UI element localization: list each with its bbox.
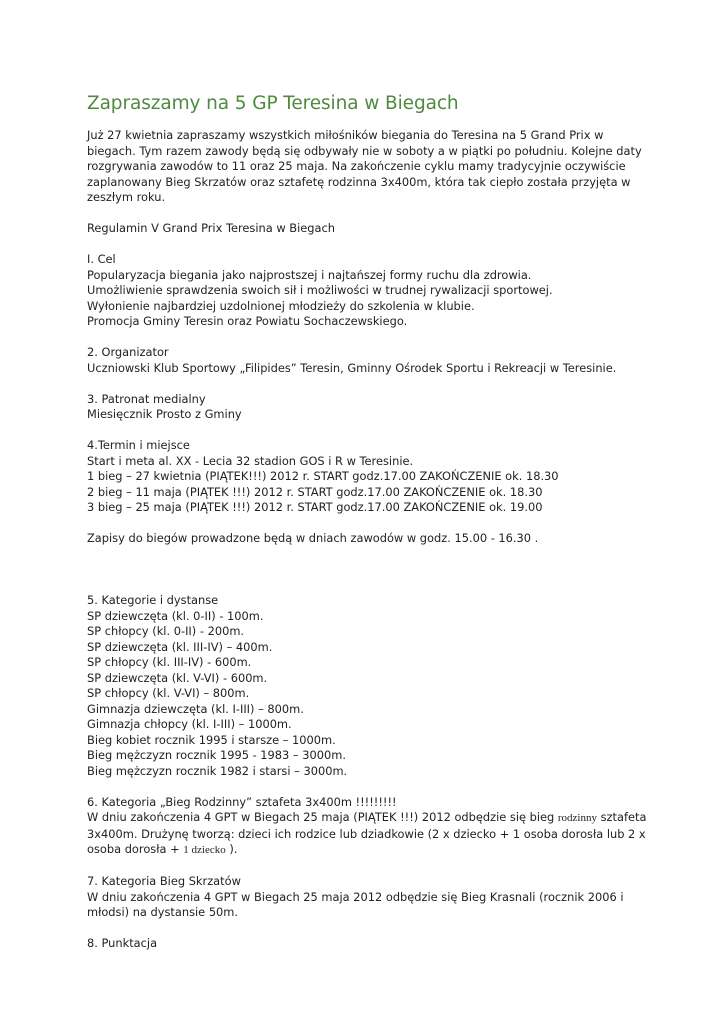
- list-item: SP chłopcy (kl. V-VI) – 800m.: [87, 686, 250, 700]
- text-line: [87, 842, 647, 859]
- text-line: 3x400m. Drużynę tworzą: dzieci ich rodzice lub dziadkowie (2 x dziecko + 1 osoba dorosła lub 2 x: [87, 826, 646, 841]
- text-line: Uczniowski Klub Sportowy „Filipides” Teresin, Gminny Ośrodek Sportu i Rekreacji w Teresinie.: [87, 360, 617, 375]
- section-heading: 4.Termin i miejsce: [87, 438, 190, 452]
- list-item: SP dziewczęta (kl. III-IV) – 400m.: [87, 639, 273, 654]
- section-termin: [87, 438, 647, 516]
- text-fragment: sztafeta: [596, 810, 647, 824]
- section-bieg-skrzatow: [87, 874, 647, 921]
- text-line: młodsi) na dystansie 50m.: [87, 905, 239, 919]
- text-line: Już 27 kwietnia zapraszamy wszystkich miłośników biegania do Teresina na 5 Grand Prix w: [87, 128, 604, 142]
- text-line: zaplanowany Bieg Skrzatów oraz sztafetę rodzinna 3x400m, która tak ciepło została przyjęta w: [87, 174, 631, 189]
- list-item: SP chłopcy (kl. 0-II) - 200m.: [87, 624, 245, 638]
- regulamin-title: [87, 221, 647, 237]
- section-kategorie: [87, 593, 647, 779]
- text-line: Promocja Gminy Teresin oraz Powiatu Sochaczewskiego.: [87, 314, 408, 328]
- document-body: [87, 128, 647, 967]
- text-line: W dniu zakończenia 4 GPT w Biegach 25 maja 2012 odbędzie się Bieg Krasnali (rocznik 2006 i: [87, 889, 624, 904]
- text-line: 2 bieg – 11 maja (PIĄTEK !!!) 2012 r. START godz.17.00 ZAKOŃCZENIE ok. 18.30: [87, 484, 543, 499]
- text-fragment: ).: [225, 842, 238, 856]
- list-item: Bieg mężczyzn rocznik 1982 i starsi – 3000m.: [87, 763, 348, 778]
- list-item: SP dziewczęta (kl. V-VI) - 600m.: [87, 670, 268, 685]
- text-fragment: rodzinny: [557, 812, 597, 824]
- section-heading: I. Cel: [87, 252, 116, 266]
- section-heading: 8. Punktacja: [87, 936, 158, 950]
- text-line: Miesięcznik Prosto z Gminy: [87, 407, 242, 421]
- list-item: Gimnazja chłopcy (kl. I-III) – 1000m.: [87, 717, 292, 731]
- section-organizator: [87, 345, 647, 376]
- section-patronat: [87, 392, 647, 423]
- text-line: 1 bieg – 27 kwietnia (PIĄTEK!!!) 2012 r. START godz.17.00 ZAKOŃCZENIE ok. 18.30: [87, 469, 559, 483]
- list-item: SP chłopcy (kl. III-IV) - 600m.: [87, 655, 252, 669]
- text-line: zeszłym roku.: [87, 190, 166, 204]
- list-item: SP dziewczęta (kl. 0-II) - 100m.: [87, 608, 264, 623]
- list-item: Bieg kobiet rocznik 1995 i starsze – 1000m.: [87, 732, 336, 747]
- section-heading: 7. Kategoria Bieg Skrzatów: [87, 874, 241, 888]
- section-bieg-rodzinny: [87, 795, 647, 859]
- spacer: [87, 562, 647, 593]
- text-line: Wyłonienie najbardziej uzdolnionej młodzieży do szkolenia w klubie.: [87, 298, 475, 313]
- section-heading: 3. Patronat medialny: [87, 391, 206, 406]
- section-cel: [87, 252, 647, 330]
- intro-paragraph: [87, 128, 647, 206]
- text-line: rozgrywania zawodów to 11 oraz 25 maja. Na zakończenie cyklu mamy tradycyjnie oczywiście: [87, 159, 626, 173]
- text-line: 3 bieg – 25 maja (PIĄTEK !!!) 2012 r. START godz.17.00 ZAKOŃCZENIE ok. 19.00: [87, 500, 543, 514]
- text-line: Start i meta al. XX - Lecia 32 stadion GOS i R w Teresinie.: [87, 453, 414, 468]
- page-title: Zapraszamy na 5 GP Teresina w Biegach: [87, 93, 459, 114]
- list-item: Gimnazja dziewczęta (kl. I-III) – 800m.: [87, 701, 304, 716]
- text-fragment: osoba dorosła +: [87, 842, 184, 856]
- list-item: Bieg mężczyzn rocznik 1995 - 1983 – 3000m.: [87, 748, 346, 762]
- section-heading: Regulamin V Grand Prix Teresina w Biegach: [87, 221, 335, 235]
- text-line: [87, 810, 647, 827]
- section-heading: 5. Kategorie i dystanse: [87, 593, 219, 607]
- section-heading: 2. Organizator: [87, 345, 169, 359]
- text-line: Umożliwienie sprawdzenia swoich sił i możliwości w trudnej rywalizacji sportowej.: [87, 283, 553, 297]
- text-line: Zapisy do biegów prowadzone będą w dniach zawodów w godz. 15.00 - 16.30 .: [87, 531, 539, 545]
- text-line: Popularyzacja biegania jako najprostszej i najtańszej formy ruchu dla zdrowia.: [87, 267, 532, 282]
- text-line: biegach. Tym razem zawody będą się odbywały nie w soboty a w piątki po południu. Kolejne daty: [87, 143, 642, 158]
- section-heading: 6. Kategoria „Bieg Rodzinny” sztafeta 3x400m !!!!!!!!!: [87, 794, 397, 809]
- text-fragment: 1 dziecko: [183, 844, 226, 856]
- zapisy-paragraph: [87, 531, 647, 547]
- section-punktacja: [87, 936, 647, 952]
- text-fragment: W dniu zakończenia 4 GPT w Biegach 25 maja (PIĄTEK !!!) 2012 odbędzie się bieg: [87, 810, 558, 824]
